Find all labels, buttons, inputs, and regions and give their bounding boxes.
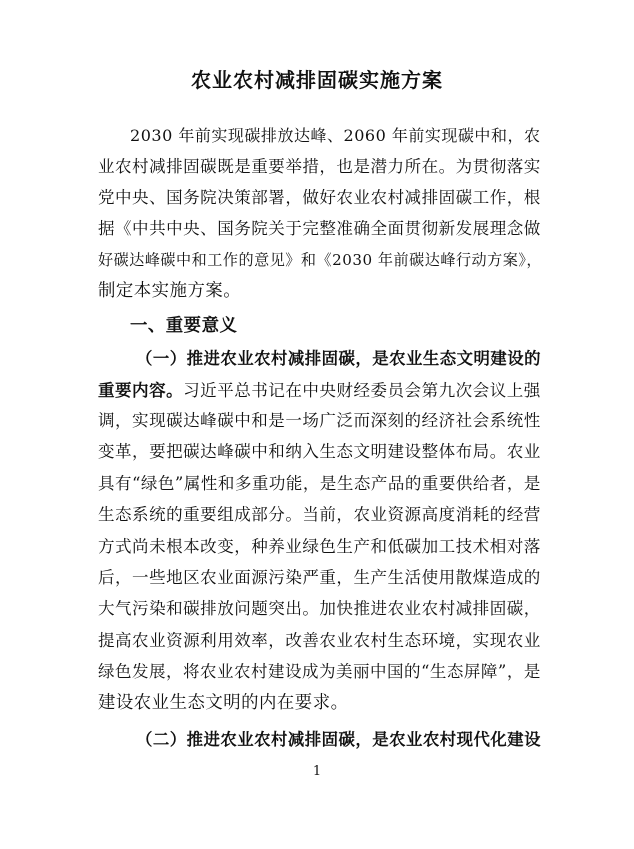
paragraph-line: 方式尚未根本改变，种养业绿色生产和低碳加工技术相对落 xyxy=(98,537,541,556)
paragraph-line: 具有“绿色”属性和多重功能，是生态产品的重要供给者，是 xyxy=(98,474,541,493)
section-heading: 一、重要意义 xyxy=(130,316,238,336)
intro-line: 好碳达峰碳中和工作的意见》和《2030 年前碳达峰行动方案》， xyxy=(98,251,543,269)
paragraph-line: 建设农业生态文明的内在要求。 xyxy=(98,693,349,713)
paragraph-line: 后，一些地区农业面源污染严重，生产生活使用散煤造成的 xyxy=(98,568,541,587)
paragraph-line: 提高农业资源利用效率，改善农业农村生态环境，实现农业 xyxy=(98,631,541,650)
paragraph-line xyxy=(98,378,541,403)
intro-line: 据《中共中央、国务院关于完整准确全面贯彻新发展理念做 xyxy=(98,219,541,238)
intro-line: 制定本实施方案。 xyxy=(98,281,242,301)
paragraph-text: 习近平总书记在中央财经委员会第九次会议上强 xyxy=(183,381,541,400)
page-number: 1 xyxy=(312,764,322,779)
intro-line: 党中央、国务院决策部署，做好农业农村减排固碳工作，根 xyxy=(98,188,541,207)
intro-line: 业农村减排固碳既是重要举措，也是潜力所在。为贯彻落实 xyxy=(98,157,541,176)
subsection-heading: （二）推进农业农村减排固碳，是农业农村现代化建设 xyxy=(136,730,542,749)
subsection-heading: （一）推进农业农村减排固碳，是农业生态文明建设的 xyxy=(136,349,542,368)
subsection-heading-end: 重要内容。 xyxy=(98,380,184,400)
paragraph-line: 大气污染和碳排放问题突出。加快推进农业农村减排固碳， xyxy=(98,599,541,618)
intro-line: 2030 年前实现碳排放达峰、2060 年前实现碳中和，农 xyxy=(130,126,541,145)
document-title: 农业农村减排固碳实施方案 xyxy=(191,68,443,92)
paragraph-line: 绿色发展，将农业农村建设成为美丽中国的“生态屏障”，是 xyxy=(98,662,541,681)
paragraph-line: 变革，要把碳达峰碳中和纳入生态文明建设整体布局。农业 xyxy=(98,442,541,461)
paragraph-line: 调，实现碳达峰碳中和是一场广泛而深刻的经济社会系统性 xyxy=(98,411,541,430)
paragraph-line: 生态系统的重要组成部分。当前，农业资源高度消耗的经营 xyxy=(98,505,541,524)
